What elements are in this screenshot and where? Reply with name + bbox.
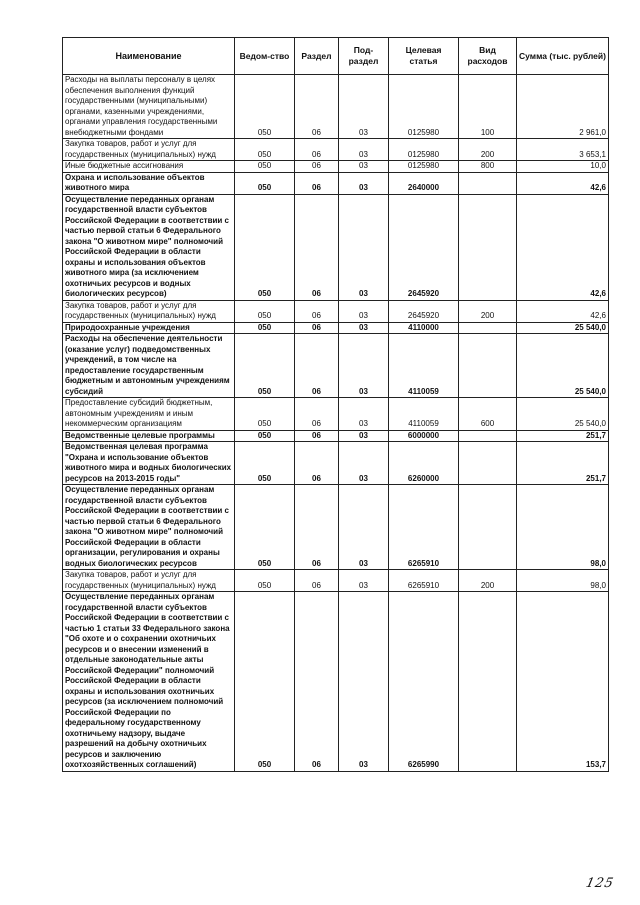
- cell-exp-type: 100: [459, 75, 517, 139]
- cell-subsection: 03: [339, 161, 389, 173]
- cell-dept: 050: [235, 398, 295, 431]
- cell-subsection: 03: [339, 334, 389, 398]
- table-row: [63, 570, 609, 592]
- cell-section: 06: [295, 430, 339, 442]
- cell-section: 06: [295, 172, 339, 194]
- cell-sum: 2 961,0: [517, 75, 609, 139]
- cell-target: 2645920: [389, 194, 459, 300]
- cell-subsection: 03: [339, 485, 389, 570]
- cell-target: 6000000: [389, 430, 459, 442]
- cell-sum: 25 540,0: [517, 398, 609, 431]
- cell-sum: 3 653,1: [517, 139, 609, 161]
- cell-subsection: 03: [339, 194, 389, 300]
- cell-sum: 251,7: [517, 430, 609, 442]
- cell-exp-type: [459, 442, 517, 485]
- cell-subsection: 03: [339, 442, 389, 485]
- cell-dept: 050: [235, 300, 295, 322]
- header-exp-type: Вид расходов: [459, 38, 517, 75]
- cell-target: 6260000: [389, 442, 459, 485]
- cell-dept: 050: [235, 322, 295, 334]
- header-section: Раздел: [295, 38, 339, 75]
- cell-dept: 050: [235, 172, 295, 194]
- cell-name: Закупка товаров, работ и услуг для государственных (муниципальных) нужд: [63, 300, 235, 322]
- cell-subsection: 03: [339, 300, 389, 322]
- cell-dept: 050: [235, 194, 295, 300]
- header-name: Наименование: [63, 38, 235, 75]
- cell-subsection: 03: [339, 592, 389, 772]
- cell-section: 06: [295, 300, 339, 322]
- header-sum: Сумма (тыс. рублей): [517, 38, 609, 75]
- cell-section: 06: [295, 398, 339, 431]
- table-row: [63, 300, 609, 322]
- cell-target: 6265910: [389, 485, 459, 570]
- cell-dept: 050: [235, 442, 295, 485]
- cell-section: 06: [295, 570, 339, 592]
- cell-exp-type: 600: [459, 398, 517, 431]
- cell-name: Ведомственная целевая программа "Охрана и использование объектов животного мира и водных биологических ресурсов на 2013-2015 годы": [63, 442, 235, 485]
- cell-exp-type: [459, 194, 517, 300]
- table-row: [63, 322, 609, 334]
- cell-target: 0125980: [389, 75, 459, 139]
- cell-target: 0125980: [389, 139, 459, 161]
- cell-dept: 050: [235, 570, 295, 592]
- cell-exp-type: [459, 172, 517, 194]
- table-row: [63, 592, 609, 772]
- cell-name: Расходы на обеспечение деятельности (оказание услуг) подведомственных учреждений, в том числе на предоставление государственным бюджетным и автономным учреждениям субсидий: [63, 334, 235, 398]
- cell-exp-type: [459, 430, 517, 442]
- cell-sum: 25 540,0: [517, 334, 609, 398]
- cell-exp-type: 200: [459, 300, 517, 322]
- cell-sum: 42,6: [517, 194, 609, 300]
- cell-name: Расходы на выплаты персоналу в целях обеспечения выполнения функций государственными (муниципальными) органами, казенными учреждениями, органами управления государственными внебюджетными фондами: [63, 75, 235, 139]
- table-row: [63, 194, 609, 300]
- cell-name: Закупка товаров, работ и услуг для государственных (муниципальных) нужд: [63, 570, 235, 592]
- header-target: Целевая статья: [389, 38, 459, 75]
- cell-section: 06: [295, 139, 339, 161]
- table-row: [63, 172, 609, 194]
- cell-target: 0125980: [389, 161, 459, 173]
- cell-dept: 050: [235, 430, 295, 442]
- table-row: [63, 485, 609, 570]
- cell-subsection: 03: [339, 430, 389, 442]
- table-row: [63, 75, 609, 139]
- cell-dept: 050: [235, 161, 295, 173]
- cell-dept: 050: [235, 592, 295, 772]
- cell-subsection: 03: [339, 172, 389, 194]
- page-number: 125: [584, 876, 616, 891]
- cell-section: 06: [295, 334, 339, 398]
- cell-subsection: 03: [339, 139, 389, 161]
- cell-name: Осуществление переданных органам государственной власти субъектов Российской Федерации в соответствии с частью 1 статьи 33 Федерального закона "Об охоте и о сохранении охотничьих ресурсов и о внесении изменений в отдельные законодательные акты Российской Федерации" полномочий Российской Федерации в области охраны и использования охотничьих ресурсов (за исключением полномочий Российской Федерации по федеральному государственному охотничьему надзору, выдаче разрешений на добычу охотничьих ресурсов и заключению охотхозяйственных соглашений): [63, 592, 235, 772]
- cell-section: 06: [295, 592, 339, 772]
- cell-target: 2645920: [389, 300, 459, 322]
- table-body: [63, 75, 609, 772]
- cell-section: 06: [295, 442, 339, 485]
- cell-exp-type: 800: [459, 161, 517, 173]
- cell-sum: 153,7: [517, 592, 609, 772]
- table-row: [63, 139, 609, 161]
- table-row: [63, 442, 609, 485]
- cell-dept: 050: [235, 75, 295, 139]
- cell-target: 4110000: [389, 322, 459, 334]
- table-header-row: [63, 38, 609, 75]
- cell-section: 06: [295, 75, 339, 139]
- cell-name: Осуществление переданных органам государственной власти субъектов Российской Федерации в соответствии с частью первой статьи 6 Федерального закона "О животном мире" полномочий Российской Федерации в области охраны и использования объектов животного мира (за исключением охотничьих ресурсов и водных биологических ресурсов): [63, 194, 235, 300]
- cell-dept: 050: [235, 139, 295, 161]
- cell-sum: 42,6: [517, 300, 609, 322]
- cell-exp-type: [459, 334, 517, 398]
- cell-target: 6265910: [389, 570, 459, 592]
- cell-exp-type: 200: [459, 139, 517, 161]
- cell-sum: 98,0: [517, 570, 609, 592]
- cell-name: Закупка товаров, работ и услуг для государственных (муниципальных) нужд: [63, 139, 235, 161]
- cell-subsection: 03: [339, 398, 389, 431]
- table-row: [63, 430, 609, 442]
- cell-dept: 050: [235, 485, 295, 570]
- cell-section: 06: [295, 322, 339, 334]
- table-row: [63, 398, 609, 431]
- cell-sum: 25 540,0: [517, 322, 609, 334]
- cell-sum: 98,0: [517, 485, 609, 570]
- cell-name: Предоставление субсидий бюджетным, автономным учреждениям и иным некоммерческим организациям: [63, 398, 235, 431]
- budget-table: [62, 37, 609, 772]
- header-dept: Ведом-ство: [235, 38, 295, 75]
- cell-section: 06: [295, 485, 339, 570]
- cell-exp-type: 200: [459, 570, 517, 592]
- cell-target: 2640000: [389, 172, 459, 194]
- table-row: [63, 161, 609, 173]
- cell-subsection: 03: [339, 75, 389, 139]
- cell-name: Ведомственные целевые программы: [63, 430, 235, 442]
- cell-name: Охрана и использование объектов животного мира: [63, 172, 235, 194]
- cell-subsection: 03: [339, 570, 389, 592]
- cell-sum: 251,7: [517, 442, 609, 485]
- cell-section: 06: [295, 161, 339, 173]
- cell-target: 6265990: [389, 592, 459, 772]
- cell-target: 4110059: [389, 334, 459, 398]
- cell-section: 06: [295, 194, 339, 300]
- cell-name: Осуществление переданных органам государственной власти субъектов Российской Федерации в соответствии с частью первой статьи 6 Федерального закона "О животном мире" полномочий Российской Федерации в области организации, регулирования и охраны водных биологических ресурсов: [63, 485, 235, 570]
- cell-name: Природоохранные учреждения: [63, 322, 235, 334]
- cell-name: Иные бюджетные ассигнования: [63, 161, 235, 173]
- cell-exp-type: [459, 322, 517, 334]
- cell-sum: 42,6: [517, 172, 609, 194]
- cell-subsection: 03: [339, 322, 389, 334]
- table-row: [63, 334, 609, 398]
- cell-exp-type: [459, 485, 517, 570]
- cell-sum: 10,0: [517, 161, 609, 173]
- cell-dept: 050: [235, 334, 295, 398]
- cell-target: 4110059: [389, 398, 459, 431]
- header-subsection: Под-раздел: [339, 38, 389, 75]
- cell-exp-type: [459, 592, 517, 772]
